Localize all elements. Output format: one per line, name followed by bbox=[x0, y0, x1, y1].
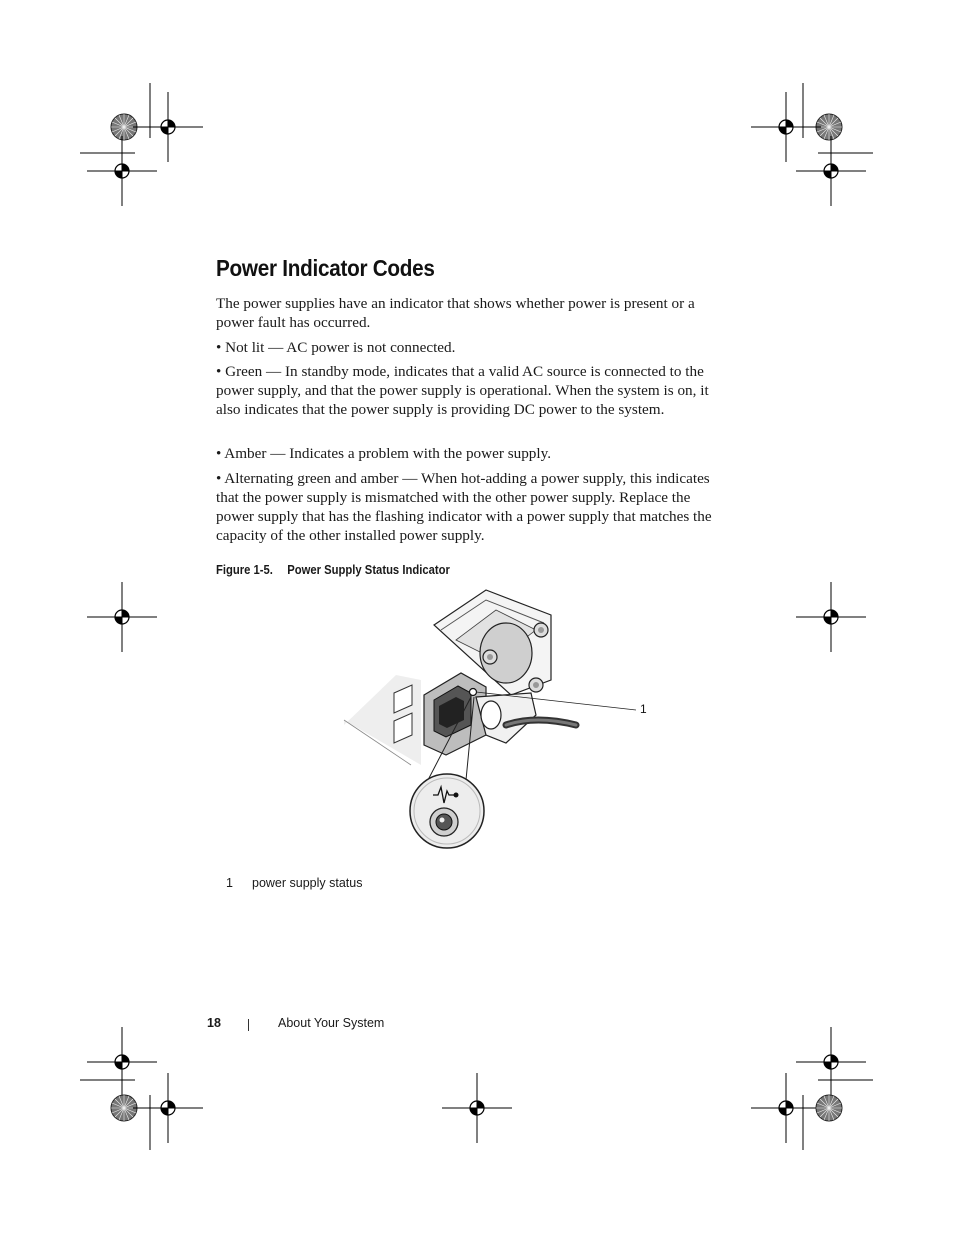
callout-number: 1 bbox=[640, 702, 647, 716]
bullet-amber: • Amber — Indicates a problem with the power supply. bbox=[216, 445, 552, 462]
figure-label: Figure 1-5. bbox=[216, 563, 273, 577]
footer-section-title: About Your System bbox=[278, 1016, 385, 1030]
legend-number: 1 bbox=[226, 876, 233, 890]
intro-paragraph: The power supplies have an indicator that shows whether power is present or a power fault has occurred. bbox=[216, 295, 695, 331]
page-heading: Power Indicator Codes bbox=[216, 255, 435, 281]
figure-title: Power Supply Status Indicator bbox=[287, 563, 450, 577]
bullet-green: • Green — In standby mode, indicates that a valid AC source is connected to the power supply, and that the power supply is operational. When the system is on, it also indicates that the power supply is providing DC power to the system. bbox=[216, 363, 709, 418]
figure-caption bbox=[216, 563, 450, 577]
power-supply-illustration bbox=[336, 585, 656, 855]
legend-text: power supply status bbox=[252, 876, 363, 890]
bullet-alternating: • Alternating green and amber — When hot-adding a power supply, this indicates that the power supply is mismatched with the other power supply. Replace the power supply that has the flashing indicator with a power supply that matches the capacity of the other installed power supply. bbox=[216, 470, 712, 544]
bullet-not-lit: • Not lit — AC power is not connected. bbox=[216, 339, 456, 356]
page-number: 18 bbox=[207, 1016, 221, 1030]
footer-separator bbox=[248, 1019, 249, 1031]
